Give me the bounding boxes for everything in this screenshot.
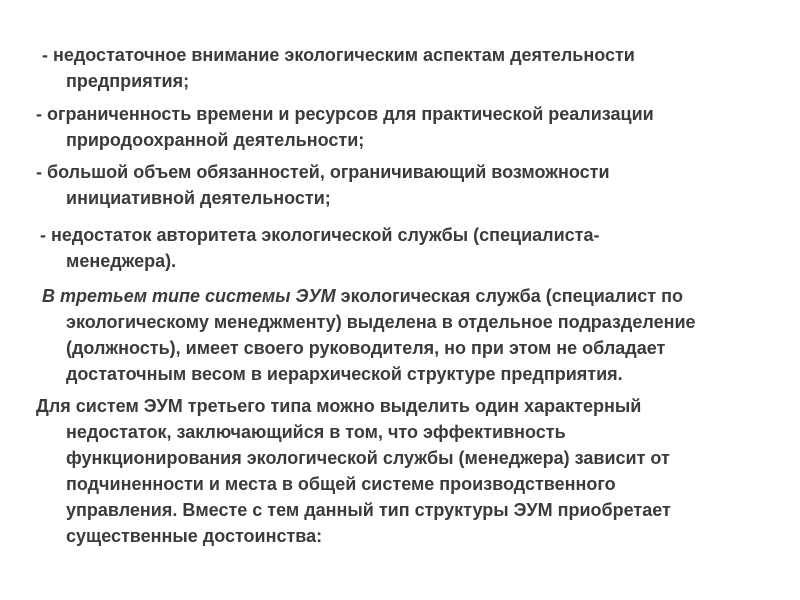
text-line: управления. Вместе с тем данный тип структуры ЭУМ приобретает [66, 500, 671, 520]
text-line: недостаток, заключающийся в том, что эффективность [66, 422, 566, 442]
text-line: Для систем ЭУМ третьего типа можно выделить один характерный [36, 396, 642, 416]
text-line: экологическому менеджменту) выделена в отдельное подразделение [66, 312, 696, 332]
text-line: предприятия; [66, 71, 190, 91]
italic-lead: В третьем типе системы ЭУМ [42, 286, 336, 306]
text-line: инициативной деятельности; [66, 188, 331, 208]
paragraph-third-type-drawback [36, 393, 671, 549]
text-line: существенные достоинства: [66, 526, 323, 546]
text-line [42, 283, 696, 309]
text-line: функционирования экологической службы (менеджера) зависит от [66, 448, 670, 468]
bullet-large-duties [36, 159, 610, 211]
lead-rest: экологическая служба (специалист по [335, 286, 683, 306]
text-line: природоохранной деятельности; [66, 130, 365, 150]
bullet-lack-of-authority [40, 222, 600, 274]
text-line: - недостаточное внимание экологическим аспектам деятельности [42, 45, 635, 65]
text-line: подчиненности и места в общей системе производственного [66, 474, 616, 494]
bullet-limited-time-resources [36, 101, 654, 153]
bullet-insufficient-attention [42, 42, 635, 94]
text-line: менеджера). [66, 251, 177, 271]
text-line: достаточным весом в иерархической структуре предприятия. [66, 364, 623, 384]
text-line: - ограниченность времени и ресурсов для практической реализации [36, 104, 654, 124]
paragraph-third-type-description [42, 283, 696, 387]
text-line: (должность), имеет своего руководителя, но при этом не обладает [66, 338, 666, 358]
text-line: - недостаток авторитета экологической службы (специалиста- [40, 225, 600, 245]
text-line: - большой объем обязанностей, ограничивающий возможности [36, 162, 610, 182]
